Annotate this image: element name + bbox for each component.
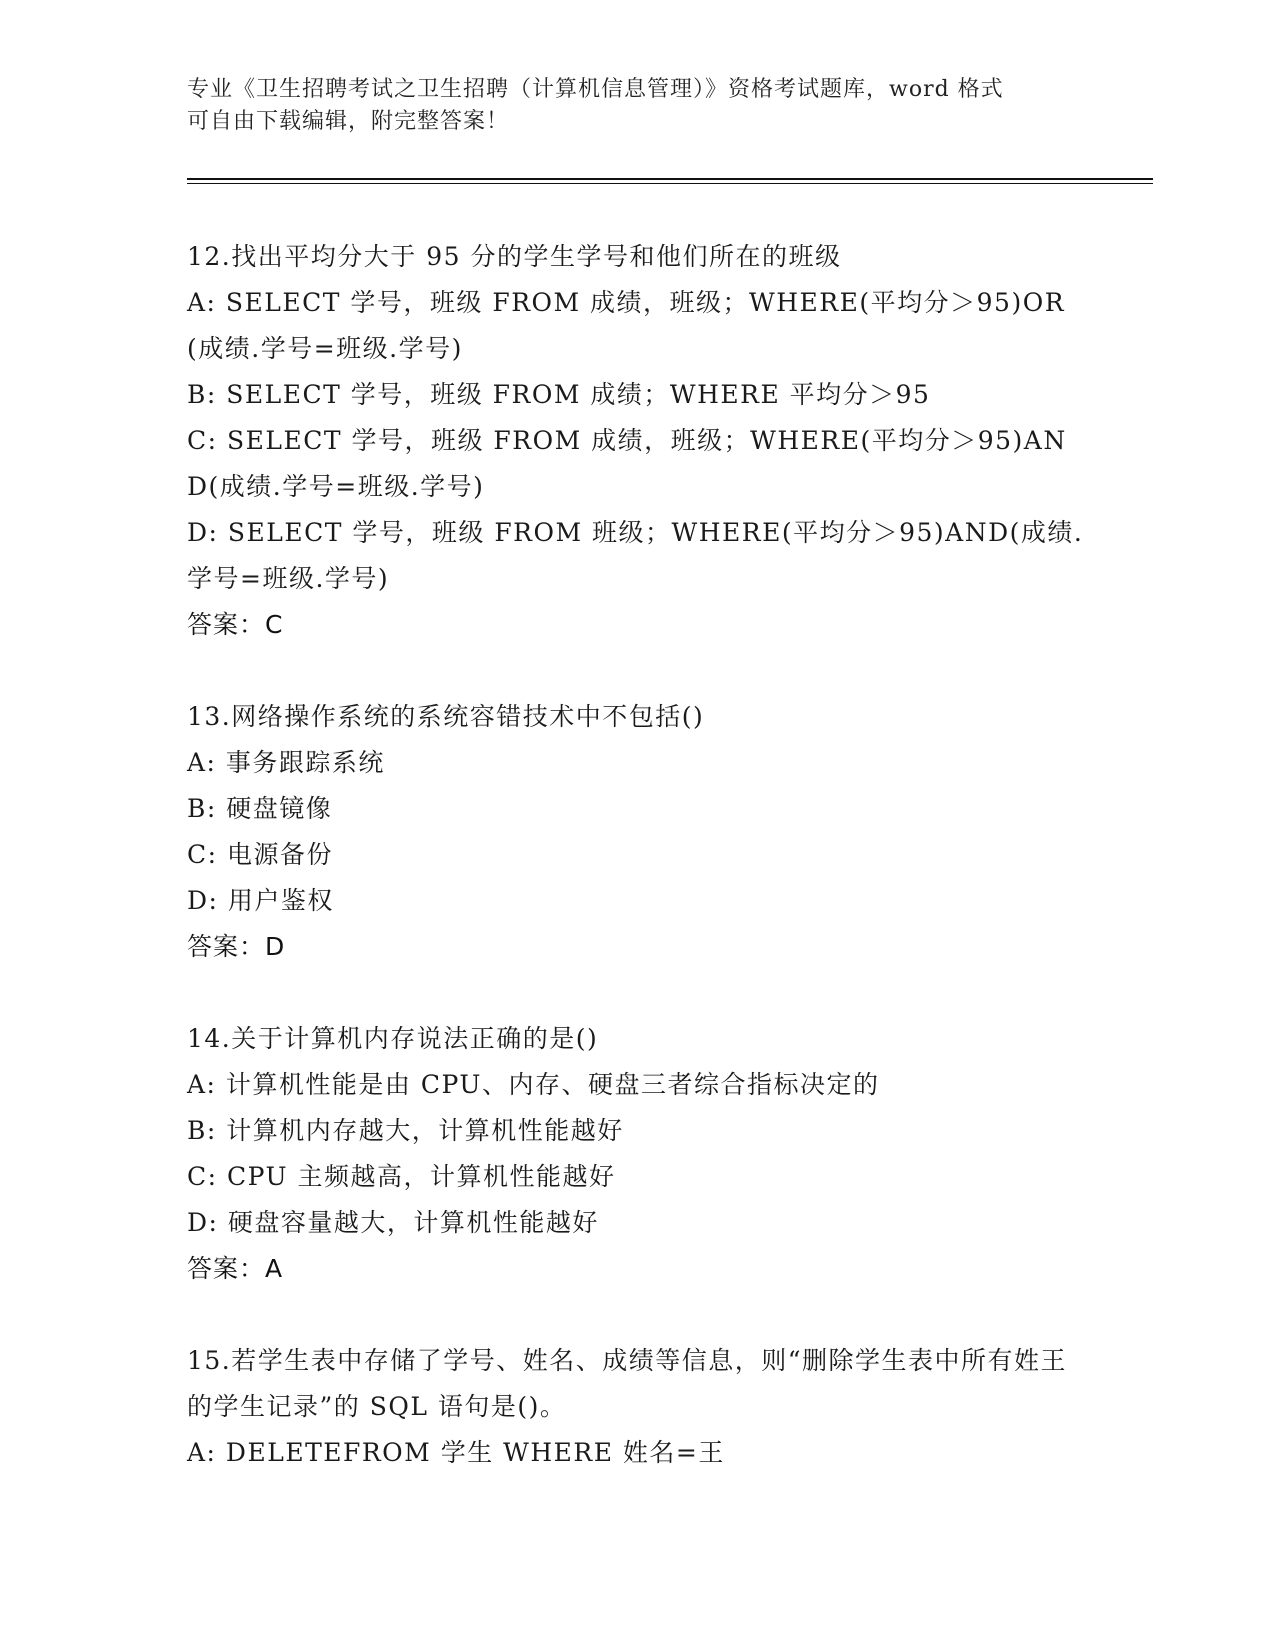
question-stem: 14.关于计算机内存说法正确的是(): [187, 1024, 599, 1053]
question-stem: 15.若学生表中存储了学号、姓名、成绩等信息，则“删除学生表中所有姓王的学生记录”的 SQL 语句是()。: [187, 1346, 1068, 1421]
question-12: [187, 234, 1087, 648]
answer-label: 答案：D: [187, 932, 286, 961]
option-d: D: 硬盘容量越大，计算机性能越好: [187, 1208, 599, 1237]
header-divider-thick: [187, 178, 1153, 180]
option-a: A: 计算机性能是由 CPU、内存、硬盘三者综合指标决定的: [187, 1070, 880, 1099]
option-a: A: DELETEFROM 学生 WHERE 姓名=王: [187, 1438, 725, 1467]
question-stem: 13.网络操作系统的系统容错技术中不包括(): [187, 702, 705, 731]
option-d: D: SELECT 学号，班级 FROM 班级；WHERE(平均分＞95)AND(成绩.学号=班级.学号): [187, 518, 1084, 593]
option-b: B: 硬盘镜像: [187, 794, 333, 823]
question-list: [187, 234, 1087, 1522]
document-header: [187, 74, 1087, 138]
answer-label: 答案：A: [187, 1254, 284, 1283]
option-c: C: 电源备份: [187, 840, 333, 869]
question-15: [187, 1338, 1087, 1476]
question-14: [187, 1016, 1087, 1292]
option-b: B: 计算机内存越大，计算机性能越好: [187, 1116, 624, 1145]
question-13: [187, 694, 1087, 970]
question-stem: 12.找出平均分大于 95 分的学生学号和他们所在的班级: [187, 242, 842, 271]
answer-label: 答案：C: [187, 610, 284, 639]
option-c: C: CPU 主频越高，计算机性能越好: [187, 1162, 616, 1191]
header-title-line-1: 专业《卫生招聘考试之卫生招聘（计算机信息管理）》资格考试题库，word 格式: [187, 77, 1004, 102]
option-d: D: 用户鉴权: [187, 886, 334, 915]
header-title-line-2: 可自由下载编辑，附完整答案！: [187, 109, 510, 134]
header-divider-thin: [187, 183, 1153, 184]
option-a: A: 事务跟踪系统: [187, 748, 385, 777]
option-c: C: SELECT 学号，班级 FROM 成绩，班级；WHERE(平均分＞95)AND(成绩.学号=班级.学号): [187, 426, 1067, 501]
option-b: B: SELECT 学号，班级 FROM 成绩；WHERE 平均分＞95: [187, 380, 931, 409]
option-a: A: SELECT 学号，班级 FROM 成绩，班级；WHERE(平均分＞95)OR(成绩.学号=班级.学号): [187, 288, 1066, 363]
